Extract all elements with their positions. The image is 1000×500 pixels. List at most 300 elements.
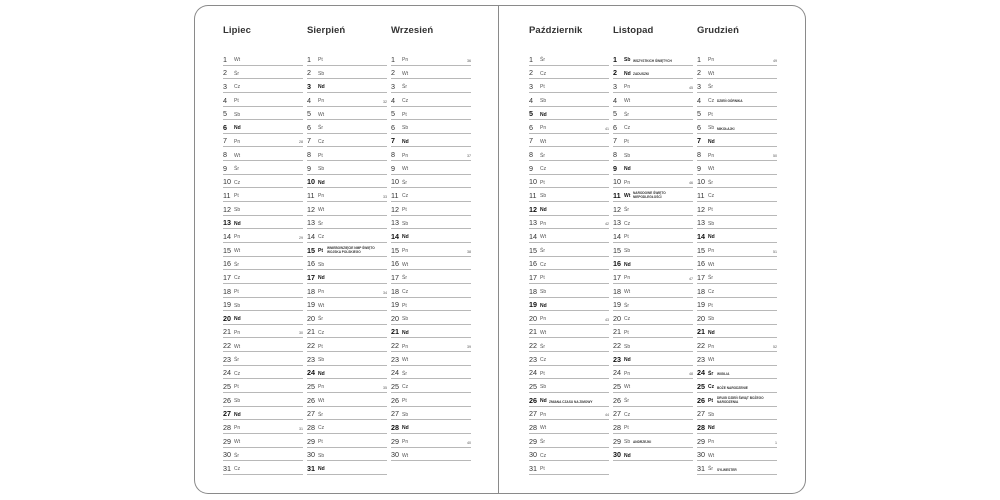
day-number: 16 [529, 259, 537, 269]
day-number: 18 [613, 286, 621, 296]
day-row [697, 93, 777, 107]
day-number: 25 [697, 382, 705, 392]
weekday-label: Śr [234, 452, 239, 459]
weekday-label: Pt [318, 438, 323, 445]
day-row [223, 107, 303, 121]
day-number: 14 [529, 231, 537, 241]
day-number: 28 [613, 422, 621, 432]
weekday-label: Pn [624, 370, 631, 377]
day-row [613, 448, 693, 462]
day-row [613, 311, 693, 325]
weekday-label: Pt [708, 207, 713, 214]
weekday-label: Sb [540, 288, 547, 295]
weekday-label: Cz [402, 97, 409, 104]
weekday-label: Pt [540, 84, 545, 91]
weekday-label: Śr [624, 111, 629, 118]
weekday-label: Wt [624, 97, 631, 104]
day-number: 10 [697, 177, 705, 187]
day-number: 11 [391, 191, 399, 201]
weekday-label: Nd [540, 302, 547, 309]
day-number: 20 [223, 313, 231, 323]
day-number: 17 [307, 272, 315, 282]
day-number: 10 [529, 177, 537, 187]
day-row [307, 216, 387, 230]
day-number: 15 [223, 245, 231, 255]
day-number: 24 [223, 368, 231, 378]
day-row [697, 448, 777, 462]
day-row [391, 311, 471, 325]
weekday-label: Cz [624, 411, 631, 418]
day-number: 23 [697, 354, 705, 364]
day-number: 18 [391, 286, 399, 296]
weekday-label: Śr [708, 84, 713, 91]
day-row [529, 338, 609, 352]
weekday-label: Nd [234, 411, 241, 418]
day-row [529, 175, 609, 189]
day-row [529, 393, 609, 407]
day-number: 9 [529, 163, 533, 173]
day-row [307, 161, 387, 175]
weekday-label: Nd [540, 111, 547, 118]
day-row [307, 338, 387, 352]
day-number: 5 [613, 109, 617, 119]
day-row [613, 393, 693, 407]
week-number: 47 [689, 276, 693, 281]
weekday-label: Pt [318, 57, 323, 64]
day-number: 18 [307, 286, 315, 296]
weekday-label: Sb [402, 411, 409, 418]
spine-divider [498, 5, 499, 494]
weekday-label: Wt [540, 234, 547, 241]
day-row [613, 79, 693, 93]
weekday-label: Sb [318, 166, 325, 173]
day-number: 22 [391, 341, 399, 351]
weekday-label: Sb [624, 438, 631, 445]
day-row [529, 107, 609, 121]
day-row [529, 93, 609, 107]
day-row [223, 270, 303, 284]
month-title: Październik [529, 25, 583, 36]
weekday-label: Pn [540, 316, 547, 323]
day-number: 10 [223, 177, 231, 187]
day-row [307, 175, 387, 189]
weekday-label: Wt [402, 166, 409, 173]
weekday-label: Nd [318, 84, 325, 91]
day-number: 23 [307, 354, 315, 364]
day-row [307, 434, 387, 448]
day-number: 18 [223, 286, 231, 296]
weekday-label: Wt [624, 193, 631, 200]
weekday-label: Pt [402, 398, 407, 405]
day-number: 29 [223, 436, 231, 446]
day-row [223, 420, 303, 434]
weekday-label: Cz [234, 179, 241, 186]
weekday-label: Wt [540, 138, 547, 145]
day-number: 3 [529, 81, 533, 91]
day-number: 4 [223, 95, 227, 105]
day-row [613, 366, 693, 380]
day-row [529, 448, 609, 462]
month-column [529, 22, 609, 475]
day-row [613, 52, 693, 66]
day-number: 24 [529, 368, 537, 378]
day-row [223, 461, 303, 475]
day-number: 11 [613, 191, 621, 201]
day-row [697, 284, 777, 298]
day-row [223, 366, 303, 380]
weekday-label: Cz [708, 288, 715, 295]
day-number: 3 [307, 81, 311, 91]
day-number: 6 [529, 122, 533, 132]
day-number: 19 [613, 300, 621, 310]
day-row [529, 366, 609, 380]
day-row [697, 147, 777, 161]
day-row [529, 66, 609, 80]
holiday-label: ANDRZEJKI [633, 440, 652, 445]
day-number: 11 [223, 191, 231, 201]
day-row [613, 161, 693, 175]
day-number: 2 [613, 68, 617, 78]
weekday-label: Śr [318, 411, 323, 418]
day-row [223, 393, 303, 407]
day-row [697, 434, 777, 448]
day-row [391, 120, 471, 134]
weekday-label: Pt [318, 248, 323, 255]
weekday-label: Pt [624, 425, 629, 432]
day-row [307, 202, 387, 216]
weekday-label: Pn [402, 57, 409, 64]
day-row [223, 188, 303, 202]
day-row [223, 434, 303, 448]
day-number: 15 [697, 245, 705, 255]
month-title: Sierpień [307, 25, 346, 36]
week-number: 51 [773, 249, 777, 254]
weekday-label: Wt [318, 207, 325, 214]
weekday-label: Nd [318, 370, 325, 377]
weekday-label: Pn [708, 343, 715, 350]
week-number: 49 [773, 58, 777, 63]
day-row [223, 298, 303, 312]
weekday-label: Sb [234, 111, 241, 118]
day-number: 25 [307, 382, 315, 392]
day-number: 1 [613, 54, 617, 64]
day-number: 21 [697, 327, 705, 337]
holiday-label: ZMIANA CZASU NA ZIMOWY [549, 399, 593, 404]
day-row [223, 325, 303, 339]
day-number: 9 [307, 163, 311, 173]
weekday-label: Wt [402, 357, 409, 364]
day-number: 30 [697, 450, 705, 460]
day-row [223, 407, 303, 421]
day-row [697, 188, 777, 202]
day-row [697, 257, 777, 271]
day-number: 4 [529, 95, 533, 105]
day-number: 8 [613, 150, 617, 160]
day-number: 30 [529, 450, 537, 460]
day-number: 27 [391, 409, 399, 419]
weekday-label: Pt [402, 207, 407, 214]
day-row [613, 147, 693, 161]
day-row [223, 229, 303, 243]
weekday-label: Pn [540, 220, 547, 227]
day-number: 2 [697, 68, 701, 78]
day-row [529, 434, 609, 448]
month-column [223, 22, 303, 475]
weekday-label: Sb [624, 57, 631, 64]
day-row [391, 93, 471, 107]
weekday-label: Pn [318, 384, 325, 391]
weekday-label: Wt [708, 166, 715, 173]
day-row [307, 243, 387, 257]
weekday-label: Wt [708, 261, 715, 268]
weekday-label: Śr [708, 370, 714, 377]
day-row [223, 134, 303, 148]
day-row [529, 420, 609, 434]
day-number: 7 [223, 136, 227, 146]
weekday-label: Pt [708, 398, 713, 405]
day-number: 25 [223, 382, 231, 392]
day-row [391, 284, 471, 298]
weekday-label: Nd [402, 234, 409, 241]
day-number: 9 [391, 163, 395, 173]
day-row [697, 379, 777, 393]
week-number: 45 [689, 85, 693, 90]
weekday-label: Pn [708, 152, 715, 159]
day-number: 12 [223, 204, 231, 214]
day-list [223, 52, 303, 475]
day-row [223, 147, 303, 161]
day-row [307, 257, 387, 271]
weekday-label: Cz [402, 288, 409, 295]
day-number: 7 [613, 136, 617, 146]
day-number: 26 [307, 395, 315, 405]
day-number: 25 [391, 382, 399, 392]
day-number: 28 [697, 422, 705, 432]
day-row [613, 243, 693, 257]
day-row [529, 298, 609, 312]
weekday-label: Cz [540, 452, 547, 459]
day-row [613, 257, 693, 271]
day-row [697, 311, 777, 325]
day-number: 17 [613, 272, 621, 282]
weekday-label: Śr [540, 438, 545, 445]
holiday-label: WIGILIA [717, 372, 730, 377]
day-row [529, 311, 609, 325]
day-number: 19 [529, 300, 537, 310]
day-number: 20 [613, 313, 621, 323]
weekday-label: Pt [234, 288, 239, 295]
day-row [613, 284, 693, 298]
day-row [307, 134, 387, 148]
day-row [529, 257, 609, 271]
weekday-label: Cz [318, 234, 325, 241]
day-number: 29 [391, 436, 399, 446]
day-number: 26 [697, 395, 705, 405]
day-row [529, 202, 609, 216]
day-number: 13 [697, 218, 705, 228]
day-row [391, 229, 471, 243]
day-row [307, 352, 387, 366]
day-row [697, 393, 777, 407]
weekday-label: Wt [540, 329, 547, 336]
day-row [223, 120, 303, 134]
weekday-label: Sb [708, 316, 715, 323]
day-number: 2 [307, 68, 311, 78]
week-number: 30 [299, 331, 303, 336]
holiday-label: BOŻE NARODZENIE [717, 385, 748, 390]
weekday-label: Pn [708, 438, 715, 445]
day-number: 1 [529, 54, 533, 64]
day-number: 21 [613, 327, 621, 337]
day-number: 4 [307, 95, 311, 105]
day-number: 4 [613, 95, 617, 105]
day-number: 22 [223, 341, 231, 351]
weekday-label: Wt [234, 438, 241, 445]
weekday-label: Cz [540, 357, 547, 364]
day-number: 7 [529, 136, 533, 146]
day-row [529, 407, 609, 421]
weekday-label: Śr [540, 248, 545, 255]
day-row [529, 161, 609, 175]
weekday-label: Pn [318, 97, 325, 104]
day-row [697, 107, 777, 121]
day-number: 20 [697, 313, 705, 323]
day-list [307, 52, 387, 475]
day-list [391, 52, 471, 461]
day-row [613, 407, 693, 421]
day-row [307, 107, 387, 121]
day-row [223, 66, 303, 80]
day-row [223, 448, 303, 462]
day-number: 12 [391, 204, 399, 214]
weekday-label: Sb [624, 343, 631, 350]
day-row [697, 216, 777, 230]
day-number: 31 [307, 463, 315, 473]
weekday-label: Pt [624, 329, 629, 336]
day-row [697, 366, 777, 380]
day-number: 23 [223, 354, 231, 364]
day-number: 28 [391, 422, 399, 432]
weekday-label: Nd [234, 316, 241, 323]
day-row [223, 161, 303, 175]
day-number: 10 [613, 177, 621, 187]
day-number: 15 [307, 245, 315, 255]
day-row [697, 298, 777, 312]
weekday-label: Pn [402, 248, 409, 255]
day-number: 12 [307, 204, 315, 214]
day-row [391, 66, 471, 80]
weekday-label: Cz [318, 329, 325, 336]
day-number: 20 [529, 313, 537, 323]
week-number: 1 [775, 440, 777, 445]
day-row [307, 188, 387, 202]
day-row [307, 461, 387, 475]
day-row [391, 107, 471, 121]
weekday-label: Nd [708, 425, 715, 432]
day-number: 12 [697, 204, 705, 214]
day-row [697, 461, 777, 475]
day-list [529, 52, 609, 475]
weekday-label: Cz [708, 97, 715, 104]
day-number: 29 [307, 436, 315, 446]
day-number: 29 [697, 436, 705, 446]
weekday-label: Śr [234, 357, 239, 364]
weekday-label: Wt [708, 70, 715, 77]
day-list [613, 52, 693, 461]
day-number: 16 [613, 259, 621, 269]
weekday-label: Wt [234, 57, 241, 64]
weekday-label: Nd [708, 329, 715, 336]
holiday-label: DRUGI DZIEŃ ŚWIĄT BOŻEGO NARODZENIA [717, 395, 764, 404]
weekday-label: Nd [624, 70, 631, 77]
day-number: 21 [529, 327, 537, 337]
day-list [697, 52, 777, 475]
weekday-label: Śr [402, 179, 407, 186]
day-number: 25 [613, 382, 621, 392]
day-number: 21 [307, 327, 315, 337]
day-number: 7 [391, 136, 395, 146]
day-row [529, 229, 609, 243]
day-row [697, 352, 777, 366]
weekday-label: Nd [234, 125, 241, 132]
day-row [697, 338, 777, 352]
week-number: 39 [467, 345, 471, 350]
day-row [613, 175, 693, 189]
day-number: 8 [223, 150, 227, 160]
day-row [391, 147, 471, 161]
day-row [307, 366, 387, 380]
month-title: Wrzesień [391, 25, 434, 36]
week-number: 32 [383, 99, 387, 104]
weekday-label: Śr [402, 275, 407, 282]
weekday-label: Śr [402, 370, 407, 377]
weekday-label: Pn [708, 248, 715, 255]
day-number: 17 [697, 272, 705, 282]
weekday-label: Sb [624, 152, 631, 159]
weekday-label: Śr [540, 57, 545, 64]
day-number: 9 [697, 163, 701, 173]
weekday-label: Sb [234, 398, 241, 405]
day-number: 14 [223, 231, 231, 241]
day-row [307, 79, 387, 93]
weekday-label: Cz [234, 466, 241, 473]
weekday-label: Wt [318, 302, 325, 309]
weekday-label: Cz [234, 84, 241, 91]
weekday-label: Wt [402, 452, 409, 459]
day-number: 16 [223, 259, 231, 269]
weekday-label: Pn [624, 84, 631, 91]
weekday-label: Śr [318, 316, 323, 323]
day-row [613, 352, 693, 366]
day-number: 22 [307, 341, 315, 351]
holiday-label: MIKOŁAJKI [717, 126, 735, 131]
day-number: 24 [697, 368, 705, 378]
week-number: 42 [605, 222, 609, 227]
weekday-label: Pt [234, 384, 239, 391]
day-number: 6 [223, 122, 227, 132]
day-number: 17 [391, 272, 399, 282]
day-row [391, 448, 471, 462]
day-row [697, 79, 777, 93]
weekday-label: Pn [540, 411, 547, 418]
day-row [391, 352, 471, 366]
day-number: 8 [391, 150, 395, 160]
day-number: 1 [697, 54, 701, 64]
weekday-label: Pn [234, 138, 241, 145]
day-number: 19 [391, 300, 399, 310]
day-number: 6 [697, 122, 701, 132]
day-number: 6 [613, 122, 617, 132]
